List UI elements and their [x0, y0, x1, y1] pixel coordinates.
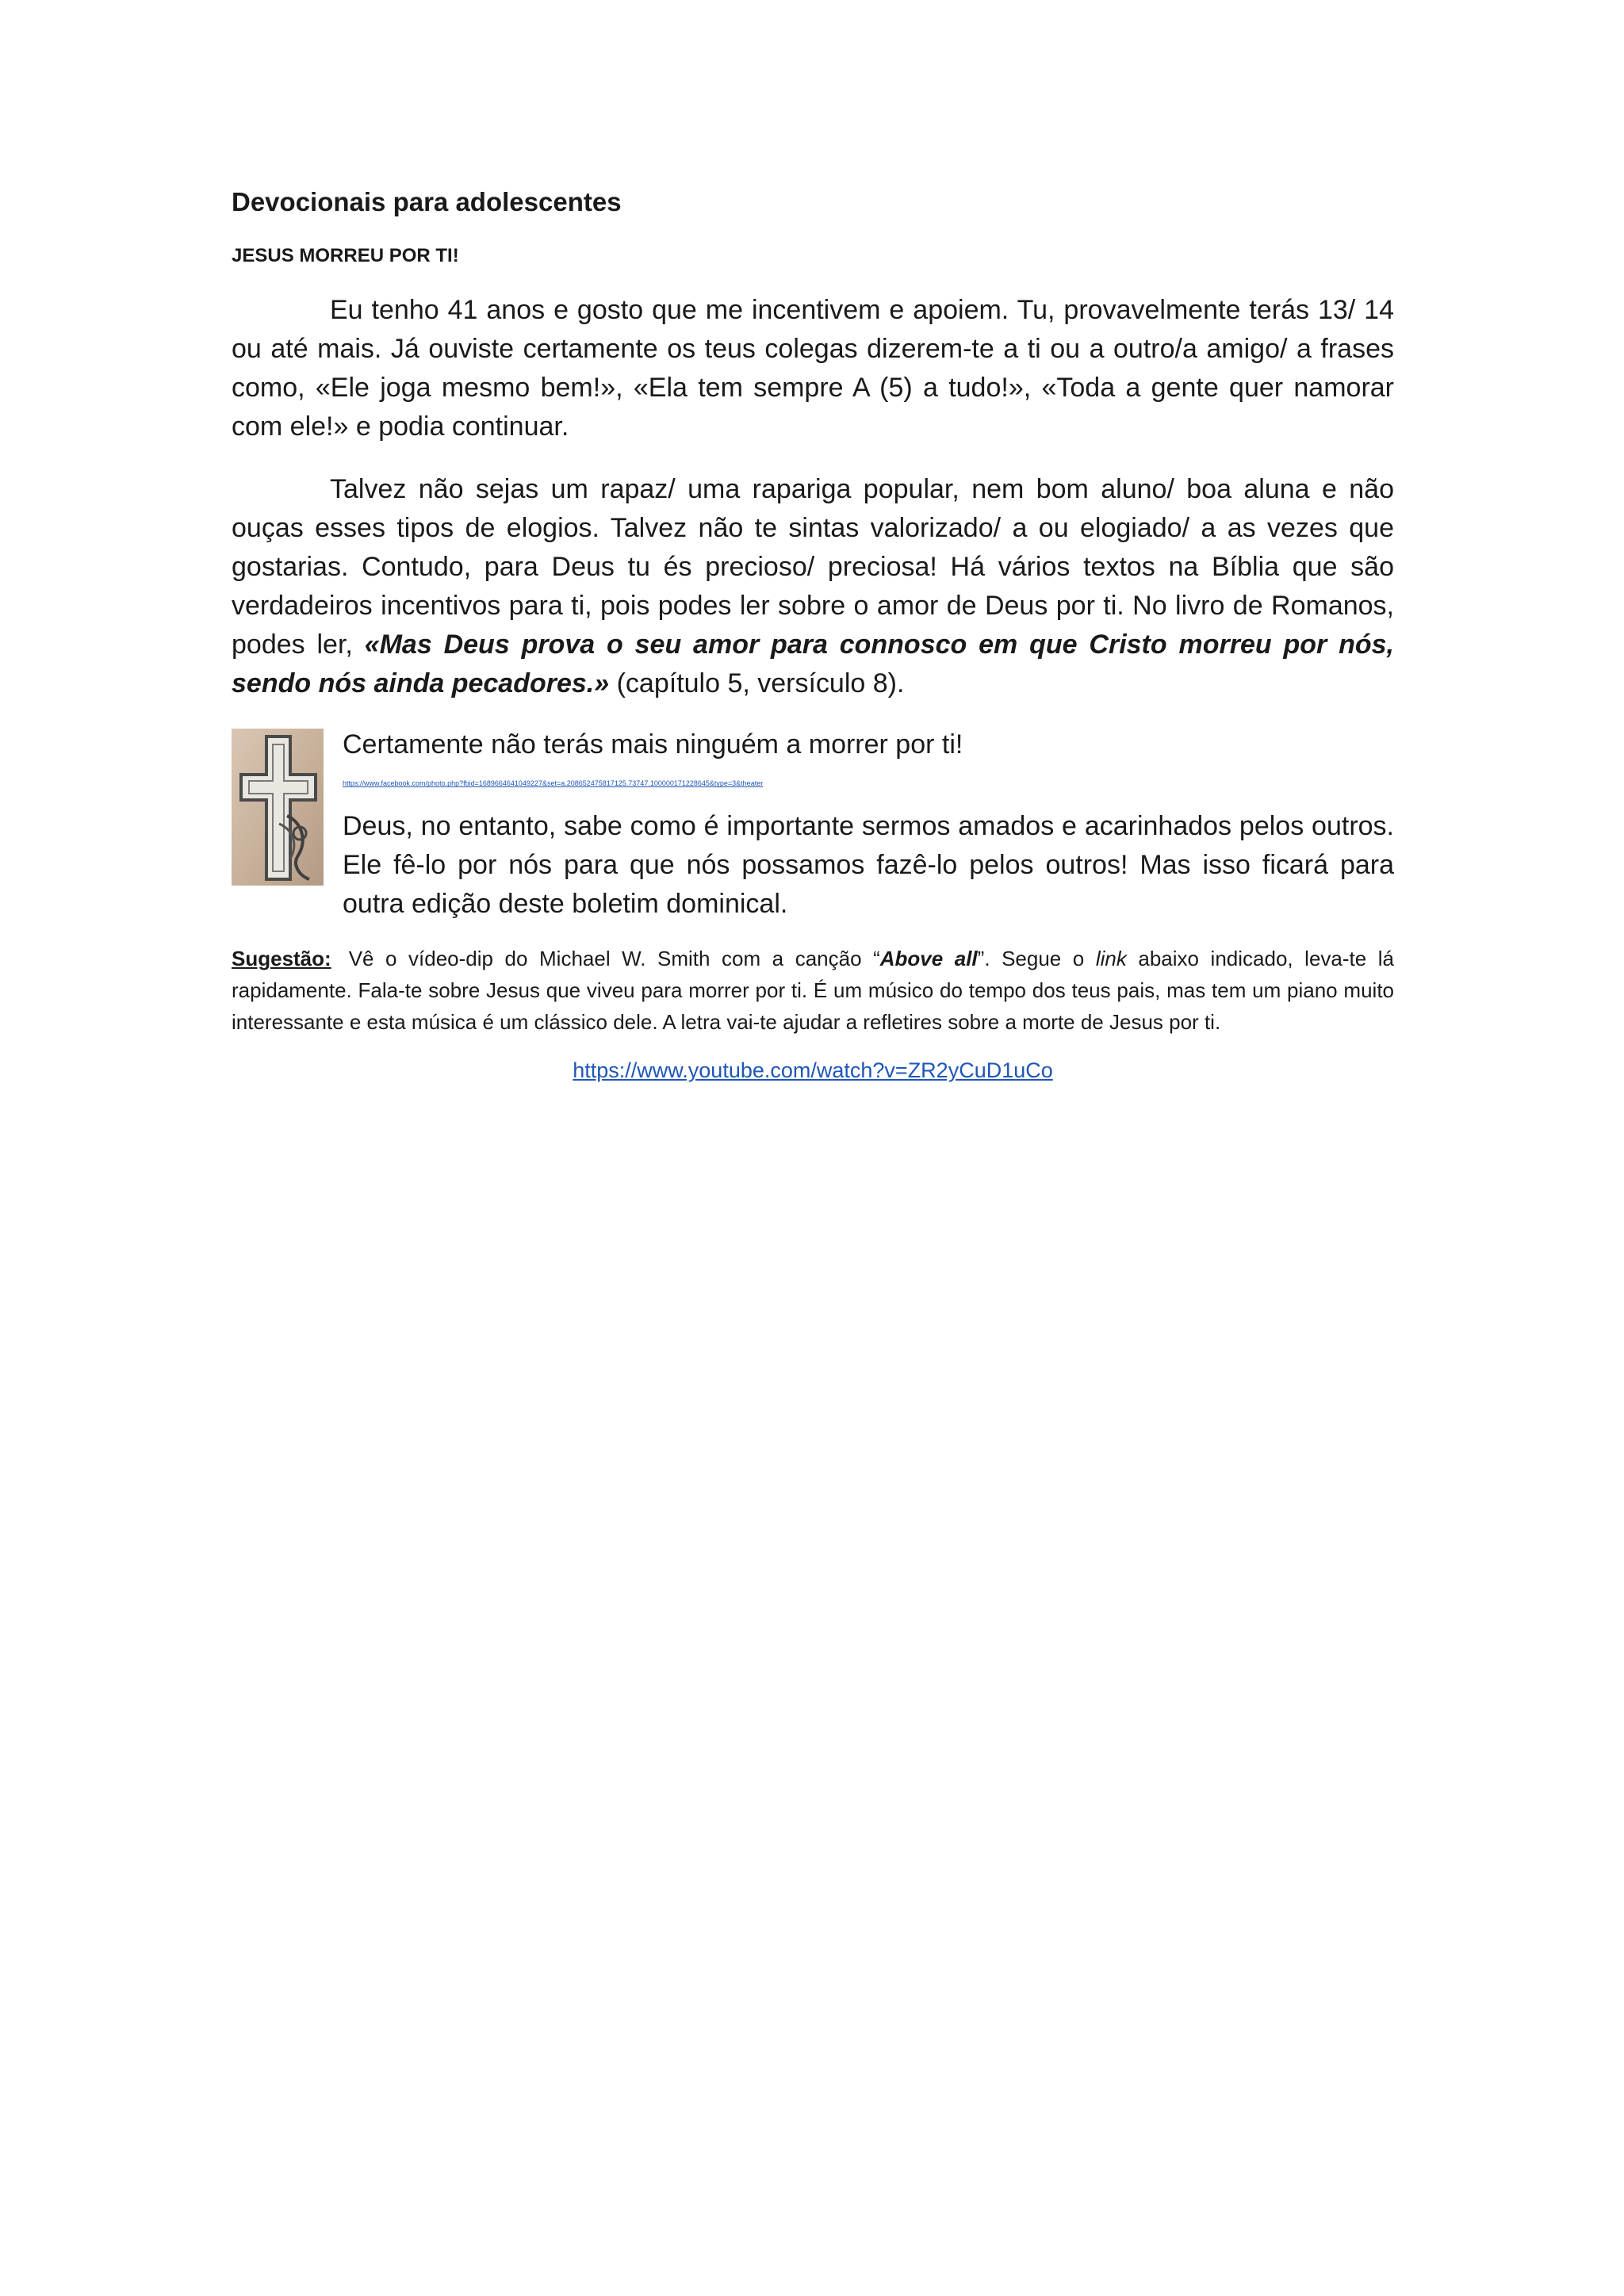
facebook-photo-link[interactable]: https://www.facebook.com/photo.php?fbid=1689664641049227&set=a.208652475817125.73747.100000171228645&type=3&theater: [343, 779, 764, 788]
suggestion-text-2: ”. Segue o: [977, 947, 1096, 971]
youtube-link[interactable]: https://www.youtube.com/watch?v=ZR2yCuD1uCo: [573, 1058, 1053, 1083]
paragraph-romans: [232, 470, 1394, 703]
figure-caption-line: Certamente não terás mais ninguém a morrer por ti!: [343, 729, 963, 760]
figure-block: [232, 725, 1394, 924]
document-page: [232, 186, 1394, 1083]
document-title: Devocionais para adolescentes: [232, 187, 622, 216]
paragraph-love-others: Deus, no entanto, sabe como é importante sermos amados e acarinhados pelos outros. Ele fê-lo por nós para que nós possamos fazê-lo pelos outros! Mas isso ficará para outra edição deste boletim dominical.: [343, 811, 1394, 920]
suggestion-label: Sugestão:: [232, 947, 331, 971]
romans-reference: (capítulo 5, versículo 8).: [609, 668, 905, 699]
paragraph-romans-text: Talvez não sejas um rapaz/ uma rapariga popular, nem bom aluno/ boa aluna e não ouças esses tipos de elogios. Talvez não te sintas valorizado/ a ou elogiado/ a as vezes que gostarias. Contudo, para Deus tu és precioso/ preciosa! Há vários textos na Bíblia que são verdadeiros incentivos para ti, pois podes ler sobre o amor de Deus por ti. No livro de Romanos, podes ler,: [232, 474, 1394, 660]
suggestion-text-1: Vê o vídeo-dip do Michael W. Smith com a canção “: [348, 947, 880, 971]
suggestion-paragraph: [232, 943, 1394, 1038]
song-title: Above all: [879, 947, 978, 971]
romans-quote: «Mas Deus prova o seu amor para connosco em que Cristo morreu por nós, sendo nós ainda pecadores.»: [232, 629, 1394, 699]
paragraph-intro: Eu tenho 41 anos e gosto que me incentivem e apoiem. Tu, provavelmente terás 13/ 14 ou até mais. Já ouviste certamente os teus colegas dizerem-te a ti ou a outro/a amigo/ a frases como, «Ele joga mesmo bem!», «Ela tem sempre A (5) a tudo!», «Toda a gente quer namorar com ele!» e podia continuar.: [232, 295, 1394, 442]
document-subtitle: JESUS MORREU POR TI!: [232, 244, 459, 266]
cross-photo-icon: [232, 729, 324, 886]
suggestion-text-3: abaixo indicado, leva-te lá rapidamente. Fala-te sobre Jesus que viveu para morrer por ti. É um músico do tempo dos teus pais, mas tem um piano muito interessante e esta música é um clássico dele. A letra vai-te ajudar a refletires sobre a morte de Jesus por ti.: [232, 947, 1394, 1035]
link-word: link: [1095, 947, 1127, 971]
